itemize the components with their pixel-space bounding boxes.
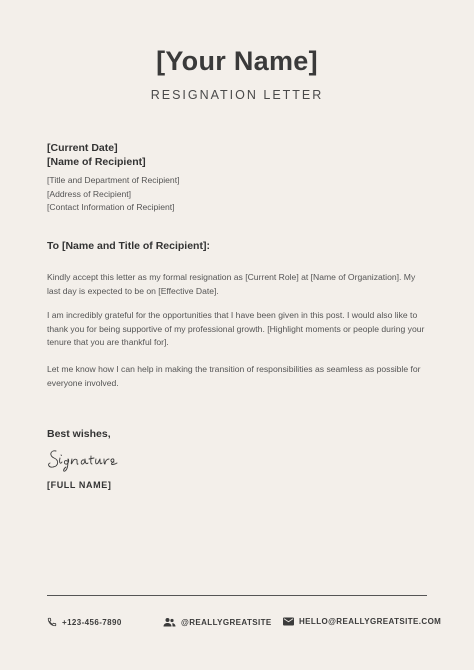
social-handle: @REALLYGREATSITE	[181, 617, 272, 627]
body-paragraph: I am incredibly grateful for the opportunities that I have been given in this post. I would also like to thank you for being supportive of my professional growth. [Highlight moments or people during your tenure that you are thankful for].	[47, 310, 425, 347]
footer-social	[163, 617, 272, 627]
recipient-title-department: [Title and Department of Recipient]	[47, 175, 180, 185]
signature-graphic	[47, 444, 119, 474]
body-paragraph: Let me know how I can help in making the transition of responsibilities as seamless as possible for everyone involved.	[47, 364, 421, 388]
body-paragraph: Kindly accept this letter as my formal resignation as [Current Role] at [Name of Organization]. My last day is expected to be on [Effective Date].	[47, 272, 416, 296]
handwritten-signature	[47, 444, 119, 479]
current-date: [Current Date]	[47, 142, 118, 154]
recipient-name: [Name of Recipient]	[47, 156, 146, 168]
footer-phone	[47, 617, 122, 627]
mail-icon	[283, 617, 294, 626]
footer-email	[283, 617, 441, 626]
document-subtitle: RESIGNATION LETTER	[150, 88, 324, 102]
phone-number: +123-456-7890	[62, 617, 122, 627]
email-address: HELLO@REALLYGREATSITE.COM	[299, 617, 442, 626]
users-icon	[163, 617, 176, 627]
footer-divider	[47, 595, 427, 596]
letter-closing: Best wishes,	[47, 428, 111, 440]
recipient-contact: [Contact Information of Recipient]	[47, 202, 175, 212]
recipient-details	[47, 174, 179, 215]
full-name-placeholder: [FULL NAME]	[47, 480, 112, 490]
letter-greeting: To [Name and Title of Recipient]:	[47, 240, 210, 252]
phone-icon	[47, 617, 57, 627]
sender-name: [Your Name]	[156, 46, 318, 76]
recipient-address: [Address of Recipient]	[47, 188, 132, 199]
